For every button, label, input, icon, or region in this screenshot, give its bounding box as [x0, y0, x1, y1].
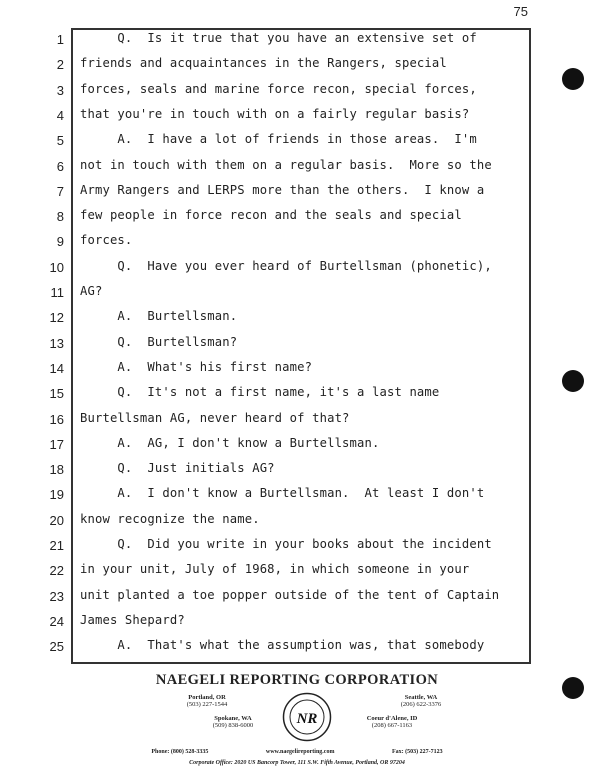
- office-portland: [172, 694, 242, 708]
- office-phone: (509) 838-6000: [212, 722, 254, 729]
- transcript-line: [0, 230, 540, 255]
- transcript-line: [0, 433, 540, 458]
- transcript-line: [0, 332, 540, 357]
- firm-website: www.naegelireporting.com: [265, 749, 335, 755]
- line-number: 20: [49, 512, 64, 528]
- transcript-line: [0, 635, 540, 660]
- transcript-line: [0, 281, 540, 306]
- line-number: 1: [56, 32, 64, 47]
- line-text: know recognize the name.: [80, 511, 260, 526]
- line-text: A. I have a lot of friends in those areas. I'm: [80, 132, 477, 147]
- firm-phone: Phone: (800) 528-3335: [151, 749, 209, 755]
- line-text: Q. Burtellsman?: [80, 334, 238, 349]
- line-text: Q. Is it true that you have an extensive set of: [80, 31, 477, 45]
- line-text: friends and acquaintances in the Rangers, special: [80, 56, 447, 71]
- company-seal-logo: [282, 692, 332, 742]
- firm-name: NAEGELI REPORTING CORPORATION: [155, 672, 439, 688]
- line-number: 11: [50, 285, 64, 300]
- transcript-line: [0, 104, 540, 129]
- line-text: forces.: [80, 233, 133, 248]
- line-text: Q. Did you write in your books about the incident: [80, 537, 492, 551]
- transcript-line: [0, 483, 540, 508]
- line-number: 21: [49, 538, 64, 553]
- line-number: 9: [56, 234, 64, 250]
- line-number: 3: [56, 82, 64, 98]
- transcript-line: [0, 585, 540, 610]
- transcript-line: [0, 559, 540, 584]
- line-number: 19: [49, 487, 64, 503]
- transcript-line: [0, 129, 540, 154]
- line-text: A. AG, I don't know a Burtellsman.: [80, 435, 380, 450]
- transcript-line: [0, 382, 540, 407]
- transcript-line: [0, 28, 540, 53]
- line-text: AG?: [80, 284, 103, 298]
- line-number: 8: [56, 209, 64, 225]
- office-city: Spokane, WA: [214, 715, 252, 722]
- line-number: 7: [56, 183, 64, 199]
- line-number: 23: [49, 588, 64, 604]
- line-number: 15: [49, 386, 64, 402]
- firm-fax: Fax: (503) 227-7123: [391, 749, 443, 755]
- transcript-line: [0, 610, 540, 635]
- line-number: 4: [56, 107, 64, 123]
- office-city: Coeur d'Alene, ID: [366, 715, 418, 722]
- transcript-line: [0, 534, 540, 559]
- transcript-line: [0, 79, 540, 104]
- office-city: Portland, OR: [188, 694, 226, 701]
- line-number: 13: [49, 335, 64, 351]
- line-text: A. That's what the assumption was, that somebody: [80, 638, 485, 653]
- line-number: 5: [56, 133, 64, 149]
- transcript-line: [0, 205, 540, 230]
- line-text: Army Rangers and LERPS more than the others. I know a: [80, 182, 485, 197]
- line-text: Q. Have you ever heard of Burtellsman (phonetic),: [80, 258, 492, 273]
- line-number: 25: [49, 639, 64, 655]
- line-text: A. Burtellsman.: [80, 309, 238, 324]
- binder-hole-middle: [562, 370, 584, 392]
- line-text: Burtellsman AG, never heard of that?: [80, 410, 350, 425]
- line-number: 10: [49, 259, 64, 275]
- office-phone: (208) 667-1163: [371, 722, 413, 729]
- line-number: 6: [56, 158, 64, 174]
- line-text: James Shepard?: [80, 612, 185, 627]
- transcript-line: [0, 509, 540, 534]
- line-text: that you're in touch with on a fairly regular basis?: [80, 106, 470, 121]
- office-coeur-dalene: [352, 715, 432, 729]
- transcript-line: [0, 256, 540, 281]
- line-number: 14: [49, 360, 64, 376]
- seal-monogram: NR: [296, 711, 318, 727]
- line-text: Q. It's not a first name, it's a last name: [80, 385, 440, 400]
- line-number: 2: [56, 57, 64, 73]
- line-text: Q. Just initials AG?: [80, 461, 275, 476]
- transcript-line: [0, 155, 540, 180]
- line-number: 12: [49, 310, 64, 326]
- page-number: 75: [513, 4, 528, 19]
- line-number: 24: [49, 613, 64, 629]
- office-phone: (206) 622-3376: [400, 701, 442, 708]
- binder-hole-top: [562, 68, 584, 90]
- contact-line: [0, 749, 594, 755]
- transcript-line: [0, 53, 540, 78]
- transcript-line: [0, 357, 540, 382]
- transcript-line: [0, 180, 540, 205]
- line-text: in your unit, July of 1968, in which someone in your: [80, 562, 470, 577]
- line-number: 16: [49, 411, 64, 427]
- line-number: 22: [49, 563, 64, 579]
- office-seattle: [386, 694, 456, 708]
- line-number: 17: [49, 436, 64, 452]
- line-number: 18: [49, 462, 64, 478]
- line-text: A. I don't know a Burtellsman. At least I don't: [80, 486, 485, 501]
- line-text: forces, seals and marine force recon, special forces,: [80, 81, 477, 96]
- line-text: not in touch with them on a regular basis. More so the: [80, 157, 492, 172]
- line-text: unit planted a toe popper outside of the tent of Captain: [80, 587, 500, 602]
- transcript-line: [0, 458, 540, 483]
- office-phone: (503) 227-1544: [186, 701, 228, 708]
- office-city: Seattle, WA: [404, 694, 438, 701]
- transcript-line: [0, 408, 540, 433]
- transcript-line: [0, 306, 540, 331]
- office-spokane: [198, 715, 268, 729]
- corporate-office: Corporate Office: 2020 US Bancorp Tower, 111 S.W. Fifth Avenue, Portland, OR 97204: [189, 760, 405, 766]
- line-text: A. What's his first name?: [80, 359, 313, 374]
- line-text: few people in force recon and the seals and special: [80, 208, 462, 223]
